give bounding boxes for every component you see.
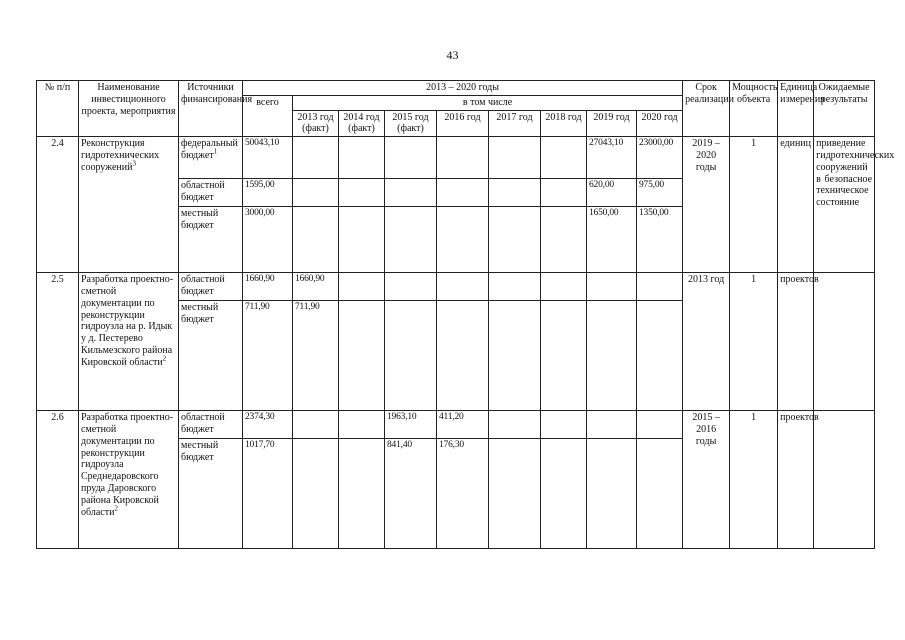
- header-year-1: 2014 год (факт): [339, 110, 385, 137]
- total-amount: 1017,70: [243, 439, 293, 549]
- amount-y2014: [339, 301, 385, 411]
- funding-source: [179, 179, 243, 207]
- funding-source: [179, 301, 243, 411]
- project-name: [79, 273, 179, 411]
- amount-y2013: [293, 137, 339, 179]
- total-amount: 3000,00: [243, 207, 293, 273]
- project-name: [79, 137, 179, 273]
- total-amount: 711,90: [243, 301, 293, 411]
- amount-y2013: [293, 207, 339, 273]
- header-year-5: 2018 год: [541, 110, 587, 137]
- header-year-7: 2020 год: [637, 110, 683, 137]
- table-row: [37, 411, 875, 439]
- amount-y2014: [339, 137, 385, 179]
- investment-table: [36, 80, 895, 549]
- footnote-mark: 2: [114, 504, 118, 513]
- amount-y2019: [587, 439, 637, 549]
- amount-y2015: [385, 207, 437, 273]
- amount-y2016: [437, 207, 489, 273]
- header-period: 2013 – 2020 годы: [243, 81, 683, 96]
- header-term: Срок реализации: [683, 81, 730, 137]
- header-capacity: Мощность объекта: [730, 81, 778, 137]
- object-capacity: 1: [730, 411, 778, 549]
- funding-source: [179, 439, 243, 549]
- header-including: в том числе: [293, 95, 683, 110]
- header-year-2: 2015 год (факт): [385, 110, 437, 137]
- header-year-6: 2019 год: [587, 110, 637, 137]
- amount-y2014: [339, 439, 385, 549]
- amount-y2014: [339, 273, 385, 301]
- funding-source: [179, 411, 243, 439]
- project-name-text: Разработка проектно-сметной документации по реконструкции гидроузла Среднедаровского пруда Даровского района Кировской области: [81, 412, 174, 518]
- amount-y2017: [489, 439, 541, 549]
- funding-source: [179, 273, 243, 301]
- amount-y2020: [637, 411, 683, 439]
- amount-y2014: [339, 179, 385, 207]
- header-year-3: 2016 год: [437, 110, 489, 137]
- amount-y2015: [385, 137, 437, 179]
- page-number: 43: [446, 48, 459, 62]
- amount-y2015: 1963,10: [385, 411, 437, 439]
- amount-y2013: 711,90: [293, 301, 339, 411]
- footnote-mark: 3: [132, 159, 136, 168]
- implementation-term: 2015 – 2016 годы: [683, 411, 730, 549]
- unit-of-measure: проектов: [778, 273, 814, 411]
- amount-y2016: 176,30: [437, 439, 489, 549]
- header-name: Наименование инвестиционного проекта, мероприятия: [79, 81, 179, 137]
- total-amount: 1595,00: [243, 179, 293, 207]
- funding-source-text: областной бюджет: [181, 274, 225, 297]
- amount-y2019: 27043,10: [587, 137, 637, 179]
- amount-y2020: 1350,00: [637, 207, 683, 273]
- object-capacity: 1: [730, 273, 778, 411]
- header-year-0: 2013 год (факт): [293, 110, 339, 137]
- amount-y2019: [587, 301, 637, 411]
- project-name-text: Разработка проектно-сметной документации по реконструкции гидроузла на р. Идык у д. Пестерево Кильмезского района Кировской области: [81, 274, 174, 368]
- unit-of-measure: проектов: [778, 411, 814, 549]
- amount-y2017: [489, 301, 541, 411]
- amount-y2013: 1660,90: [293, 273, 339, 301]
- amount-y2018: [541, 439, 587, 549]
- amount-y2013: [293, 411, 339, 439]
- funding-source-text: областной бюджет: [181, 180, 225, 203]
- project-name: [79, 411, 179, 549]
- funding-source-text: местный бюджет: [181, 208, 219, 231]
- unit-of-measure: единиц: [778, 137, 814, 273]
- amount-y2016: [437, 273, 489, 301]
- funding-source-text: местный бюджет: [181, 440, 219, 463]
- header-total: всего: [243, 95, 293, 136]
- header-no: № п/п: [37, 81, 79, 137]
- total-amount: 1660,90: [243, 273, 293, 301]
- funding-source-text: местный бюджет: [181, 302, 219, 325]
- amount-y2016: [437, 137, 489, 179]
- amount-y2018: [541, 179, 587, 207]
- amount-y2016: 411,20: [437, 411, 489, 439]
- funding-source-text: федеральный бюджет: [181, 138, 238, 161]
- footnote-mark: 2: [162, 354, 167, 363]
- amount-y2020: [637, 273, 683, 301]
- amount-y2013: [293, 439, 339, 549]
- expected-result: [814, 273, 875, 411]
- header-results: Ожидаемые результаты: [814, 81, 875, 137]
- amount-y2020: 23000,00: [637, 137, 683, 179]
- amount-y2016: [437, 301, 489, 411]
- amount-y2015: [385, 179, 437, 207]
- total-amount: 2374,30: [243, 411, 293, 439]
- amount-y2015: [385, 301, 437, 411]
- footnote-mark: 1: [213, 147, 218, 156]
- table-row: [37, 137, 875, 179]
- expected-result: [814, 411, 875, 549]
- row-number: 2.4: [37, 137, 79, 273]
- amount-y2017: [489, 179, 541, 207]
- amount-y2017: [489, 273, 541, 301]
- amount-y2019: [587, 411, 637, 439]
- amount-y2016: [437, 179, 489, 207]
- funding-source-text: областной бюджет: [181, 412, 225, 435]
- table-row: [37, 273, 875, 301]
- amount-y2019: [587, 273, 637, 301]
- amount-y2014: [339, 411, 385, 439]
- amount-y2019: 620,00: [587, 179, 637, 207]
- row-number: 2.5: [37, 273, 79, 411]
- amount-y2020: 975,00: [637, 179, 683, 207]
- amount-y2013: [293, 179, 339, 207]
- header-unit: Единица измерения: [778, 81, 814, 137]
- row-number: 2.6: [37, 411, 79, 549]
- funding-source: [179, 207, 243, 273]
- amount-y2017: [489, 207, 541, 273]
- amount-y2018: [541, 207, 587, 273]
- header-row-1: [37, 81, 875, 96]
- amount-y2018: [541, 411, 587, 439]
- expected-result: приведение гидротехнических сооружений в безопасное техническое состояние: [814, 137, 875, 273]
- project-name-text: Реконструкция гидротехнических сооружений: [81, 138, 160, 173]
- amount-y2017: [489, 137, 541, 179]
- implementation-term: 2013 год: [683, 273, 730, 411]
- header-year-4: 2017 год: [489, 110, 541, 137]
- total-amount: 50043,10: [243, 137, 293, 179]
- header-source: Источники финансирования: [179, 81, 243, 137]
- amount-y2015: [385, 273, 437, 301]
- amount-y2018: [541, 137, 587, 179]
- amount-y2017: [489, 411, 541, 439]
- amount-y2020: [637, 439, 683, 549]
- funding-source: [179, 137, 243, 179]
- amount-y2018: [541, 273, 587, 301]
- amount-y2018: [541, 301, 587, 411]
- object-capacity: 1: [730, 137, 778, 273]
- amount-y2014: [339, 207, 385, 273]
- table-body: [37, 81, 895, 549]
- amount-y2020: [637, 301, 683, 411]
- amount-y2019: 1650,00: [587, 207, 637, 273]
- implementation-term: 2019 – 2020 годы: [683, 137, 730, 273]
- amount-y2015: 841,40: [385, 439, 437, 549]
